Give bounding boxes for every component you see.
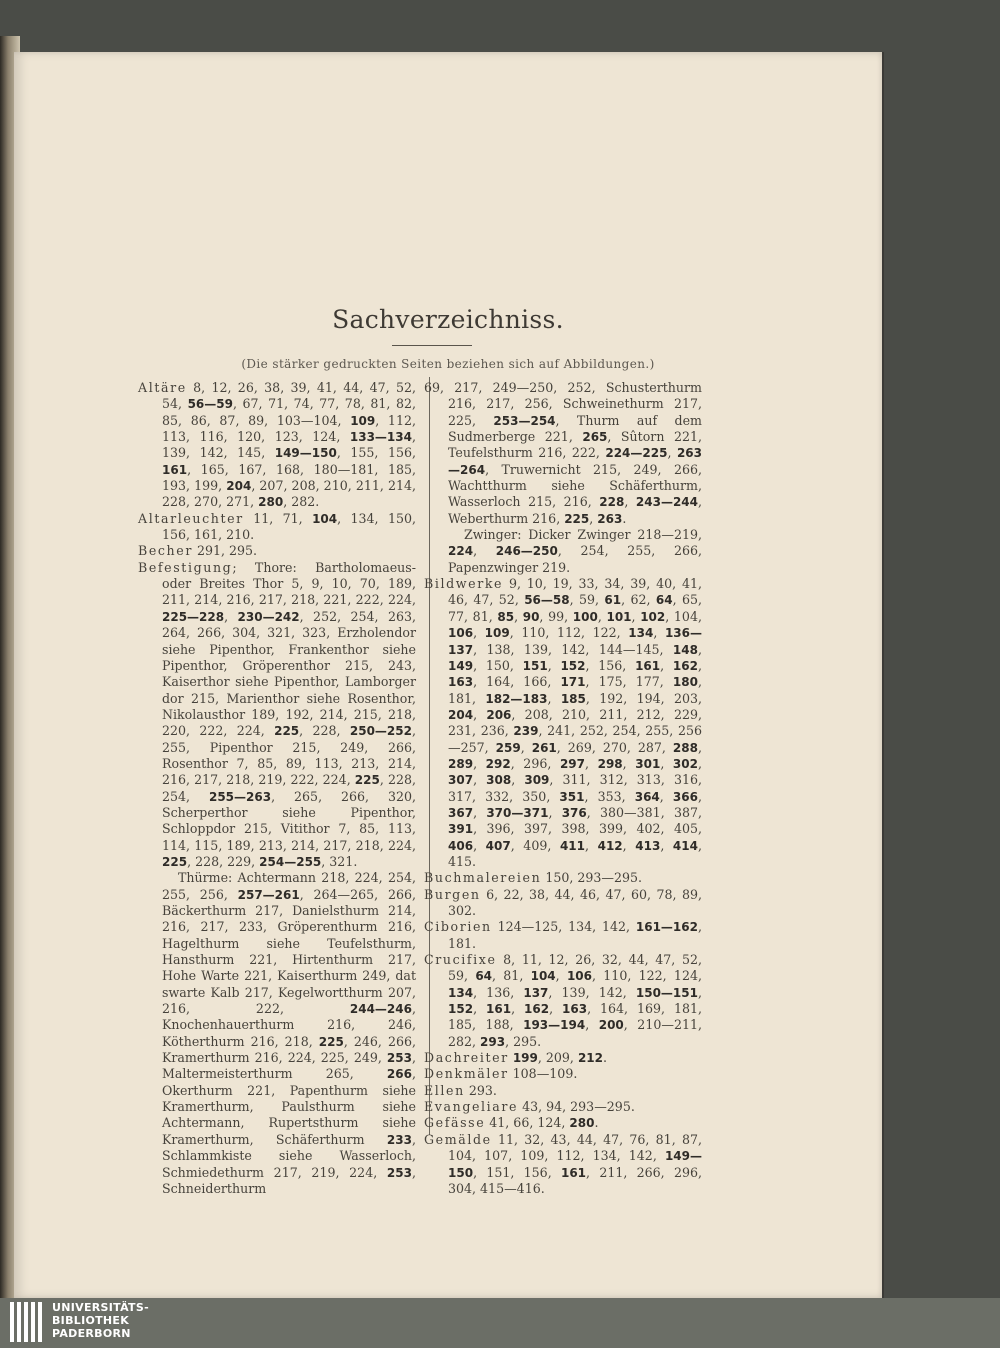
index-entry: Crucifixe 8, 11, 12, 26, 32, 44, 47, 52, 59, 64, 81, 104, 106, 110, 122, 124, 134, 136, 137, 139, 142, 150—151, 152, 161, 162, 163, 164, 169, 181, 185, 188, 193—194, 200, 210—211, 282, 293, 295. bbox=[424, 952, 702, 1049]
footer-bar bbox=[0, 1298, 1000, 1348]
index-entry: Becher 291, 295. bbox=[138, 543, 258, 559]
index-entry: Burgen 6, 22, 38, 44, 46, 47, 60, 78, 89, 302. bbox=[424, 886, 702, 918]
index-entry: Gefässe 41, 66, 124, 280. bbox=[424, 1115, 599, 1131]
book-page bbox=[14, 52, 884, 1298]
index-entry: Befestigung; Thore: Bartholomaeus-oder Breites Thor 5, 9, 10, 70, 189, 211, 214, 216, 217, 218, 221, 222, 224, 225—228, 230—242, 252, 254, 263, 264, 266, 304, 321, 323, Erzholendor siehe Pipenthor, Frankenthor siehe Pipenthor, Gröperenthor 215, 243, Kaiserthor siehe Pipenthor, Lamborger dor 215, Marienthor siehe Rosenthor, Nikolausthor 189, 192, 214, 215, 218, 220, 222, 224, 225, 228, 250—252, 255, Pipenthor 215, 249, 266, Rosenthor 7, 85, 89, 113, 213, 214, 216, 217, 218, 219, 222, 224, 225, 228, 254, 255—263, 265, 266, 320, Scherperthor siehe Pipenthor, Schloppdor 215, Vitithor 7, 85, 113, 114, 115, 189, 213, 214, 217, 218, 224, 225, 228, 229, 254—255, 321. bbox=[138, 559, 417, 869]
title-rule bbox=[392, 345, 472, 346]
logo-line-1: UNIVERSITÄTS- bbox=[52, 1301, 149, 1314]
page-subtitle: (Die stärker gedruckten Seiten beziehen sich auf Abbildungen.) bbox=[241, 357, 655, 371]
index-entry: Dachreiter 199, 209, 212. bbox=[424, 1050, 608, 1066]
logo-line-2: BIBLIOTHEK bbox=[52, 1314, 130, 1327]
index-entry: Zwinger: Dicker Zwinger 218—219, 224, 246—250, 254, 255, 266, Papenzwinger 219. bbox=[448, 527, 702, 575]
page-title: Sachverzeichniss. bbox=[332, 305, 564, 334]
index-entry: Ellen 293. bbox=[424, 1082, 497, 1098]
index-column-right bbox=[424, 380, 702, 1197]
index-entry: Buchmalereien 150, 293—295. bbox=[424, 870, 643, 886]
index-entry: Altarleuchter 11, 71, 104, 134, 150, 156, 161, 210. bbox=[138, 510, 416, 543]
index-entry: Evangeliare 43, 94, 293—295. bbox=[424, 1099, 635, 1115]
library-logo-icon bbox=[10, 1302, 45, 1346]
index-column-left bbox=[138, 380, 416, 1197]
index-entry: Gemälde 11, 32, 43, 44, 47, 76, 81, 87, 104, 107, 109, 112, 134, 142, 149—150, 151, 156, 161, 211, 266, 296, 304, 415—416. bbox=[424, 1131, 702, 1196]
index-entry: Thürme: Achtermann 218, 224, 254, 255, 256, 257—261, 264—265, 266, Bäckerthurm 217, Danielsthurm 214, 216, 217, 233, Gröperenthurm 216, Hagelthurm siehe Teufelsthurm, Hansthurm 221, Hirtenthurm 217, Hohe Warte 221, Kaiserthurm 249, dat swarte Kalb 217, Kegelwortthurm 207, 216, 222, 244—246, Knochenhauerthurm 216, 246, Kötherthurm 216, 218, 225, 246, 266, Kramerthurm 216, 224, 225, 249, 253, Maltermeisterthurm 265, 266, Okerthurm 221, Papenthurm siehe Kramerthurm, Paulsthurm siehe Achtermann, Rupertsthurm siehe Kramerthurm, Schäferthurm 233, Schlammkiste siehe Wasserloch, Schmiedethurm 217, 219, 224, 253, Schneiderthurm bbox=[162, 870, 417, 1196]
index-entry: Ciborien 124—125, 134, 142, 161—162, 181. bbox=[424, 919, 702, 951]
logo-line-3: PADERBORN bbox=[52, 1327, 131, 1340]
library-logo-text bbox=[52, 1301, 149, 1340]
index-entry: Denkmäler 108—109. bbox=[424, 1066, 578, 1082]
index-entry: 69, 217, 249—250, 252, Schusterthurm 216, 217, 256, Schweinethurm 217, 225, 253—254, Thurm auf dem Sudmerberge 221, 265, Sûtorn 221, Teufelsthurm 216, 222, 224—225, 263—264, Truwernicht 215, 249, 266, Wachtthurm siehe Schäferthurm, Wasserloch 215, 216, 228, 243—244, Weberthurm 216, 225, 263. bbox=[424, 380, 703, 526]
index-entry: Altäre 8, 12, 26, 38, 39, 41, 44, 47, 52, 54, 56—59, 67, 71, 74, 77, 78, 81, 82, 85, 86, 87, 89, 103—104, 109, 112, 113, 116, 120, 123, 124, 133—134, 139, 142, 145, 149—150, 155, 156, 161, 165, 167, 168, 180—181, 185, 193, 199, 204, 207, 208, 210, 211, 214, 228, 270, 271, 280, 282. bbox=[138, 380, 416, 510]
index-entry: Bildwerke 9, 10, 19, 33, 34, 39, 40, 41, 46, 47, 52, 56—58, 59, 61, 62, 64, 65, 77, 81, 85, 90, 99, 100, 101, 102, 104, 106, 109, 110, 112, 122, 134, 136—137, 138, 139, 142, 144—145, 148, 149, 150, 151, 152, 156, 161, 162, 163, 164, 166, 171, 175, 177, 180, 181, 182—183, 185, 192, 194, 203, 204, 206, 208, 210, 211, 212, 229, 231, 236, 239, 241, 252, 254, 255, 256—257, 259, 261, 269, 270, 287, 288, 289, 292, 296, 297, 298, 301, 302, 307, 308, 309, 311, 312, 313, 316, 317, 332, 350, 351, 353, 364, 366, 367, 370—371, 376, 380—381, 387, 391, 396, 397, 398, 399, 402, 405, 406, 407, 409, 411, 412, 413, 414, 415. bbox=[424, 576, 703, 869]
